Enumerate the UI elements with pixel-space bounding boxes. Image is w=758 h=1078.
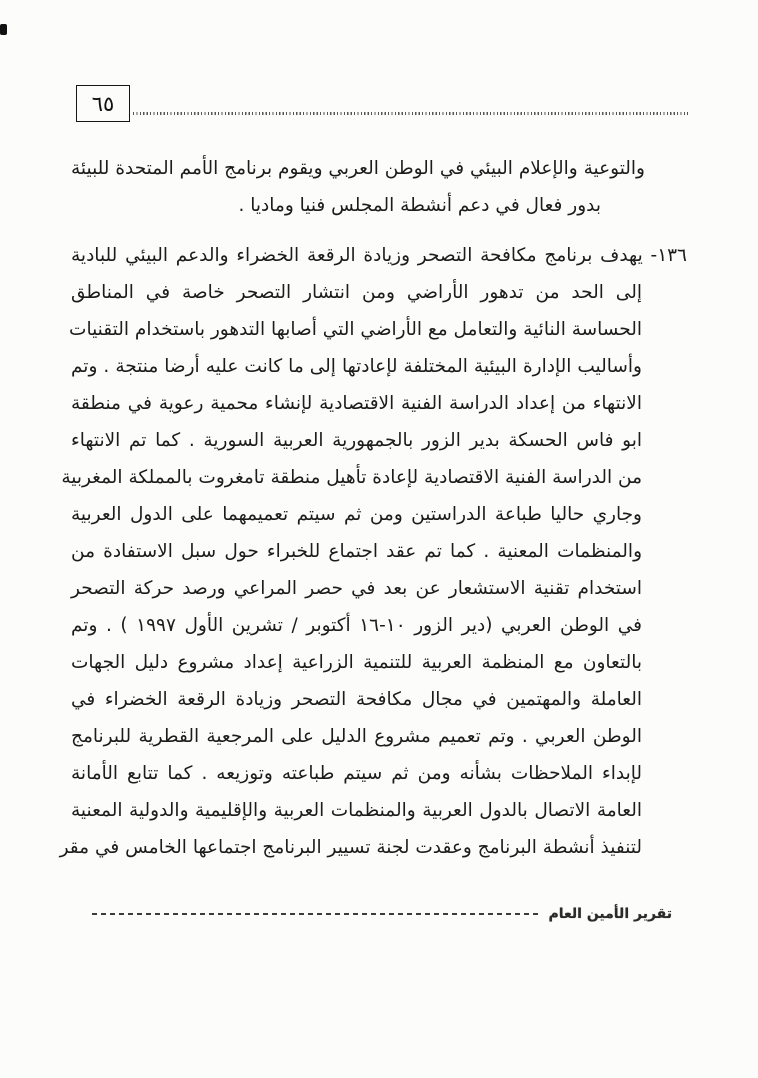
text-line: بدور فعال في دعم أنشطة المجلس فنيا وماديا .	[238, 195, 601, 216]
text-line: استخدام تقنية الاستشعار عن بعد في حصر المراعي ورصد حركة التصحر	[71, 578, 642, 599]
text-line: ١٣٦- يهدف برنامج مكافحة التصحر وزيادة الرقعة الخضراء والدعم البيئي للبادية	[71, 245, 687, 266]
paragraph-item-136	[59, 237, 687, 866]
page-footer	[92, 906, 672, 922]
text-line: إلى الحد من تدهور الأراضي ومن انتشار التصحر خاصة في المناطق	[71, 282, 642, 303]
text-line: بالتعاون مع المنظمة العربية للتنمية الزراعية إعداد مشروع دليل الجهات	[71, 652, 642, 673]
text-line: الحساسة النائية والتعامل مع الأراضي التي أصابها التدهور باستخدام التقنيات	[69, 319, 642, 340]
header-dotted-rule	[133, 112, 688, 115]
text-line: من الدراسة الفنية الاقتصادية لإعادة تأهيل منطقة تامغروت بالمملكة المغربية	[61, 467, 642, 488]
text-line: في الوطن العربي (دير الزور ١٠-١٦ أكتوبر / تشرين الأول ١٩٩٧ ) . وتم	[71, 615, 642, 636]
body-text	[59, 150, 687, 866]
text-line: وجاري حاليا طباعة الدراستين ومن ثم سيتم تعميمهما على الدول العربية	[71, 504, 642, 525]
text-line: وأساليب الإدارة البيئية المختلفة لإعادتها إلى ما كانت عليه أرضا منتجة . وتم	[71, 356, 642, 377]
text-line: العامة الاتصال بالدول العربية والمنظمات العربية والإقليمية والدولية المعنية	[71, 800, 642, 821]
page-header	[76, 84, 688, 122]
text-line: العاملة والمهتمين في مجال مكافحة التصحر وزيادة الرقعة الخضراء في	[71, 689, 642, 710]
page-number-box	[76, 85, 130, 122]
paragraph-intro	[71, 150, 687, 224]
scan-artifact	[0, 24, 7, 35]
text-line: ابو فاس الحسكة بدير الزور بالجمهورية العربية السورية . كما تم الانتهاء	[71, 430, 642, 451]
text-line: لإبداء الملاحظات بشأنه ومن ثم سيتم طباعته وتوزيعه . كما تتابع الأمانة	[71, 763, 642, 784]
text-line: الوطن العربي . وتم تعميم مشروع الدليل على المرجعية القطرية للبرنامج	[71, 726, 642, 747]
footer-stamp-text: تقرير الأمين العام	[548, 906, 672, 922]
text-line: والمنظمات المعنية . كما تم عقد اجتماع للخبراء حول سبل الاستفادة من	[71, 541, 642, 562]
text-line: والتوعية والإعلام البيئي في الوطن العربي ويقوم برنامج الأمم المتحدة للبيئة	[71, 158, 645, 179]
text-line: الانتهاء من إعداد الدراسة الفنية الاقتصادية لإنشاء محمية رعوية في منطقة	[71, 393, 642, 414]
text-line: لتنفيذ أنشطة البرنامج وعقدت لجنة تسيير البرنامج اجتماعها الخامس في مقر	[59, 837, 642, 858]
page-number: ٦٥	[91, 91, 115, 116]
footer-dashed-rule	[92, 913, 540, 915]
